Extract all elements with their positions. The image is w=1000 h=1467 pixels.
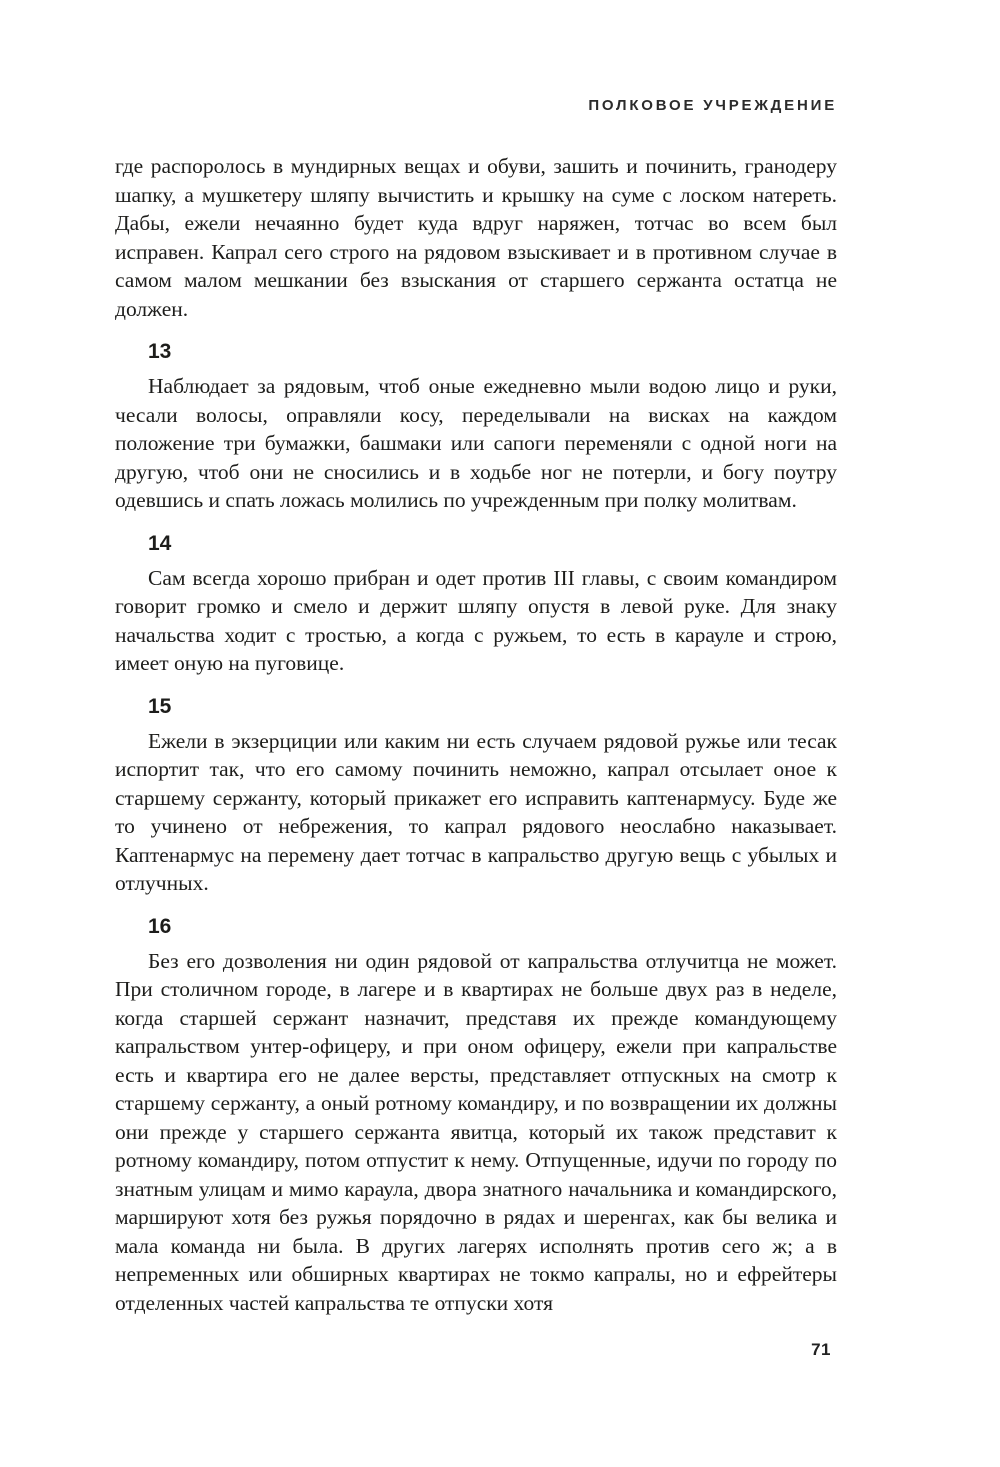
section-16	[115, 916, 837, 1318]
text-block	[115, 152, 837, 1317]
section-14	[115, 533, 837, 678]
section-number-13: 13	[148, 340, 172, 363]
section-number-15: 15	[148, 694, 172, 718]
section-number-16: 16	[148, 914, 172, 938]
section-15	[115, 696, 837, 898]
running-head: ПОЛКОВОЕ УЧРЕЖДЕНИЕ	[588, 97, 837, 114]
paragraph-continuation: где распоролось в мундирных вещах и обуви, зашить и починить, гранодеру шапку, а мушкетеру шляпу вычистить и крышку на суме с лоском натереть. Дабы, ежели нечаянно будет куда вдруг наряжен, тотчас во всем был исправен. Капрал сего строго на рядовом взыскивает и в противном случае в самом малом мешкании без взыскания от старшего сержанта остатца не должен.	[115, 154, 837, 321]
section-text-15: Ежели в экзерциции или каким ни есть случаем рядовой ружье или тесак испортит так, что его самому починить неможно, капрал отсылает оное к старшему сержанту, который прикажет его исправить каптенармусу. Буде же то учинено от небрежения, то капрал рядового неослабно наказывает. Каптенармус на перемену дает тотчас в капральство другую вещь с убылых и отлучных.	[115, 728, 837, 895]
section-number-14: 14	[148, 531, 172, 555]
section-text-16: Без его дозволения ни один рядовой от капральства отлучитца не может. При столичном городе, в лагере и в квартирах не больше двух раз в неделе, когда старшей сержант назначит, представя их прежде командующему капральством унтер-офицеру, и при оном офицеру, ежели при капральстве есть и квартира его не далее версты, представляет отпускных на смотр к старшему сержанту, а оный ротному командиру, и по возвращении их должны они прежде у старшего сержанта явитца, который их також представит к ротному командиру, потом отпустит к нему. Отпущенные, идучи по городу по знатным улицам и мимо караула, двора знатного начальника и командирского, маршируют хотя без ружья порядочно в рядах и шеренгах, как бы велика и мала команда ни была. В других лагерях исполнять против сего ж; а в непременных или обширных квартирах не токмо капралы, но и ефрейтеры отделенных частей капральства те отпуски хотя	[115, 948, 837, 1315]
section-text-14: Сам всегда хорошо прибран и одет против III главы, с своим командиром говорит громко и смело и держит шляпу опустя в левой руке. Для знаку начальства ходит с тростью, а когда с ружьем, то есть в карауле и строю, имеет оную на пуговице.	[115, 565, 837, 675]
page-number: 71	[811, 1340, 831, 1359]
section-13	[115, 341, 837, 515]
section-text-13: Наблюдает за рядовым, чтоб оные ежедневно мыли водою лицо и руки, чесали волосы, оправляли косу, переделывали на висках на каждом положение три бумажки, башмаки или сапоги переменяли с одной ноги на другую, чтоб они не сносились и в ходьбе ног не потерли, и богу поутру одевшись и спать ложась молились по учрежденным при полку молитвам.	[115, 374, 837, 512]
